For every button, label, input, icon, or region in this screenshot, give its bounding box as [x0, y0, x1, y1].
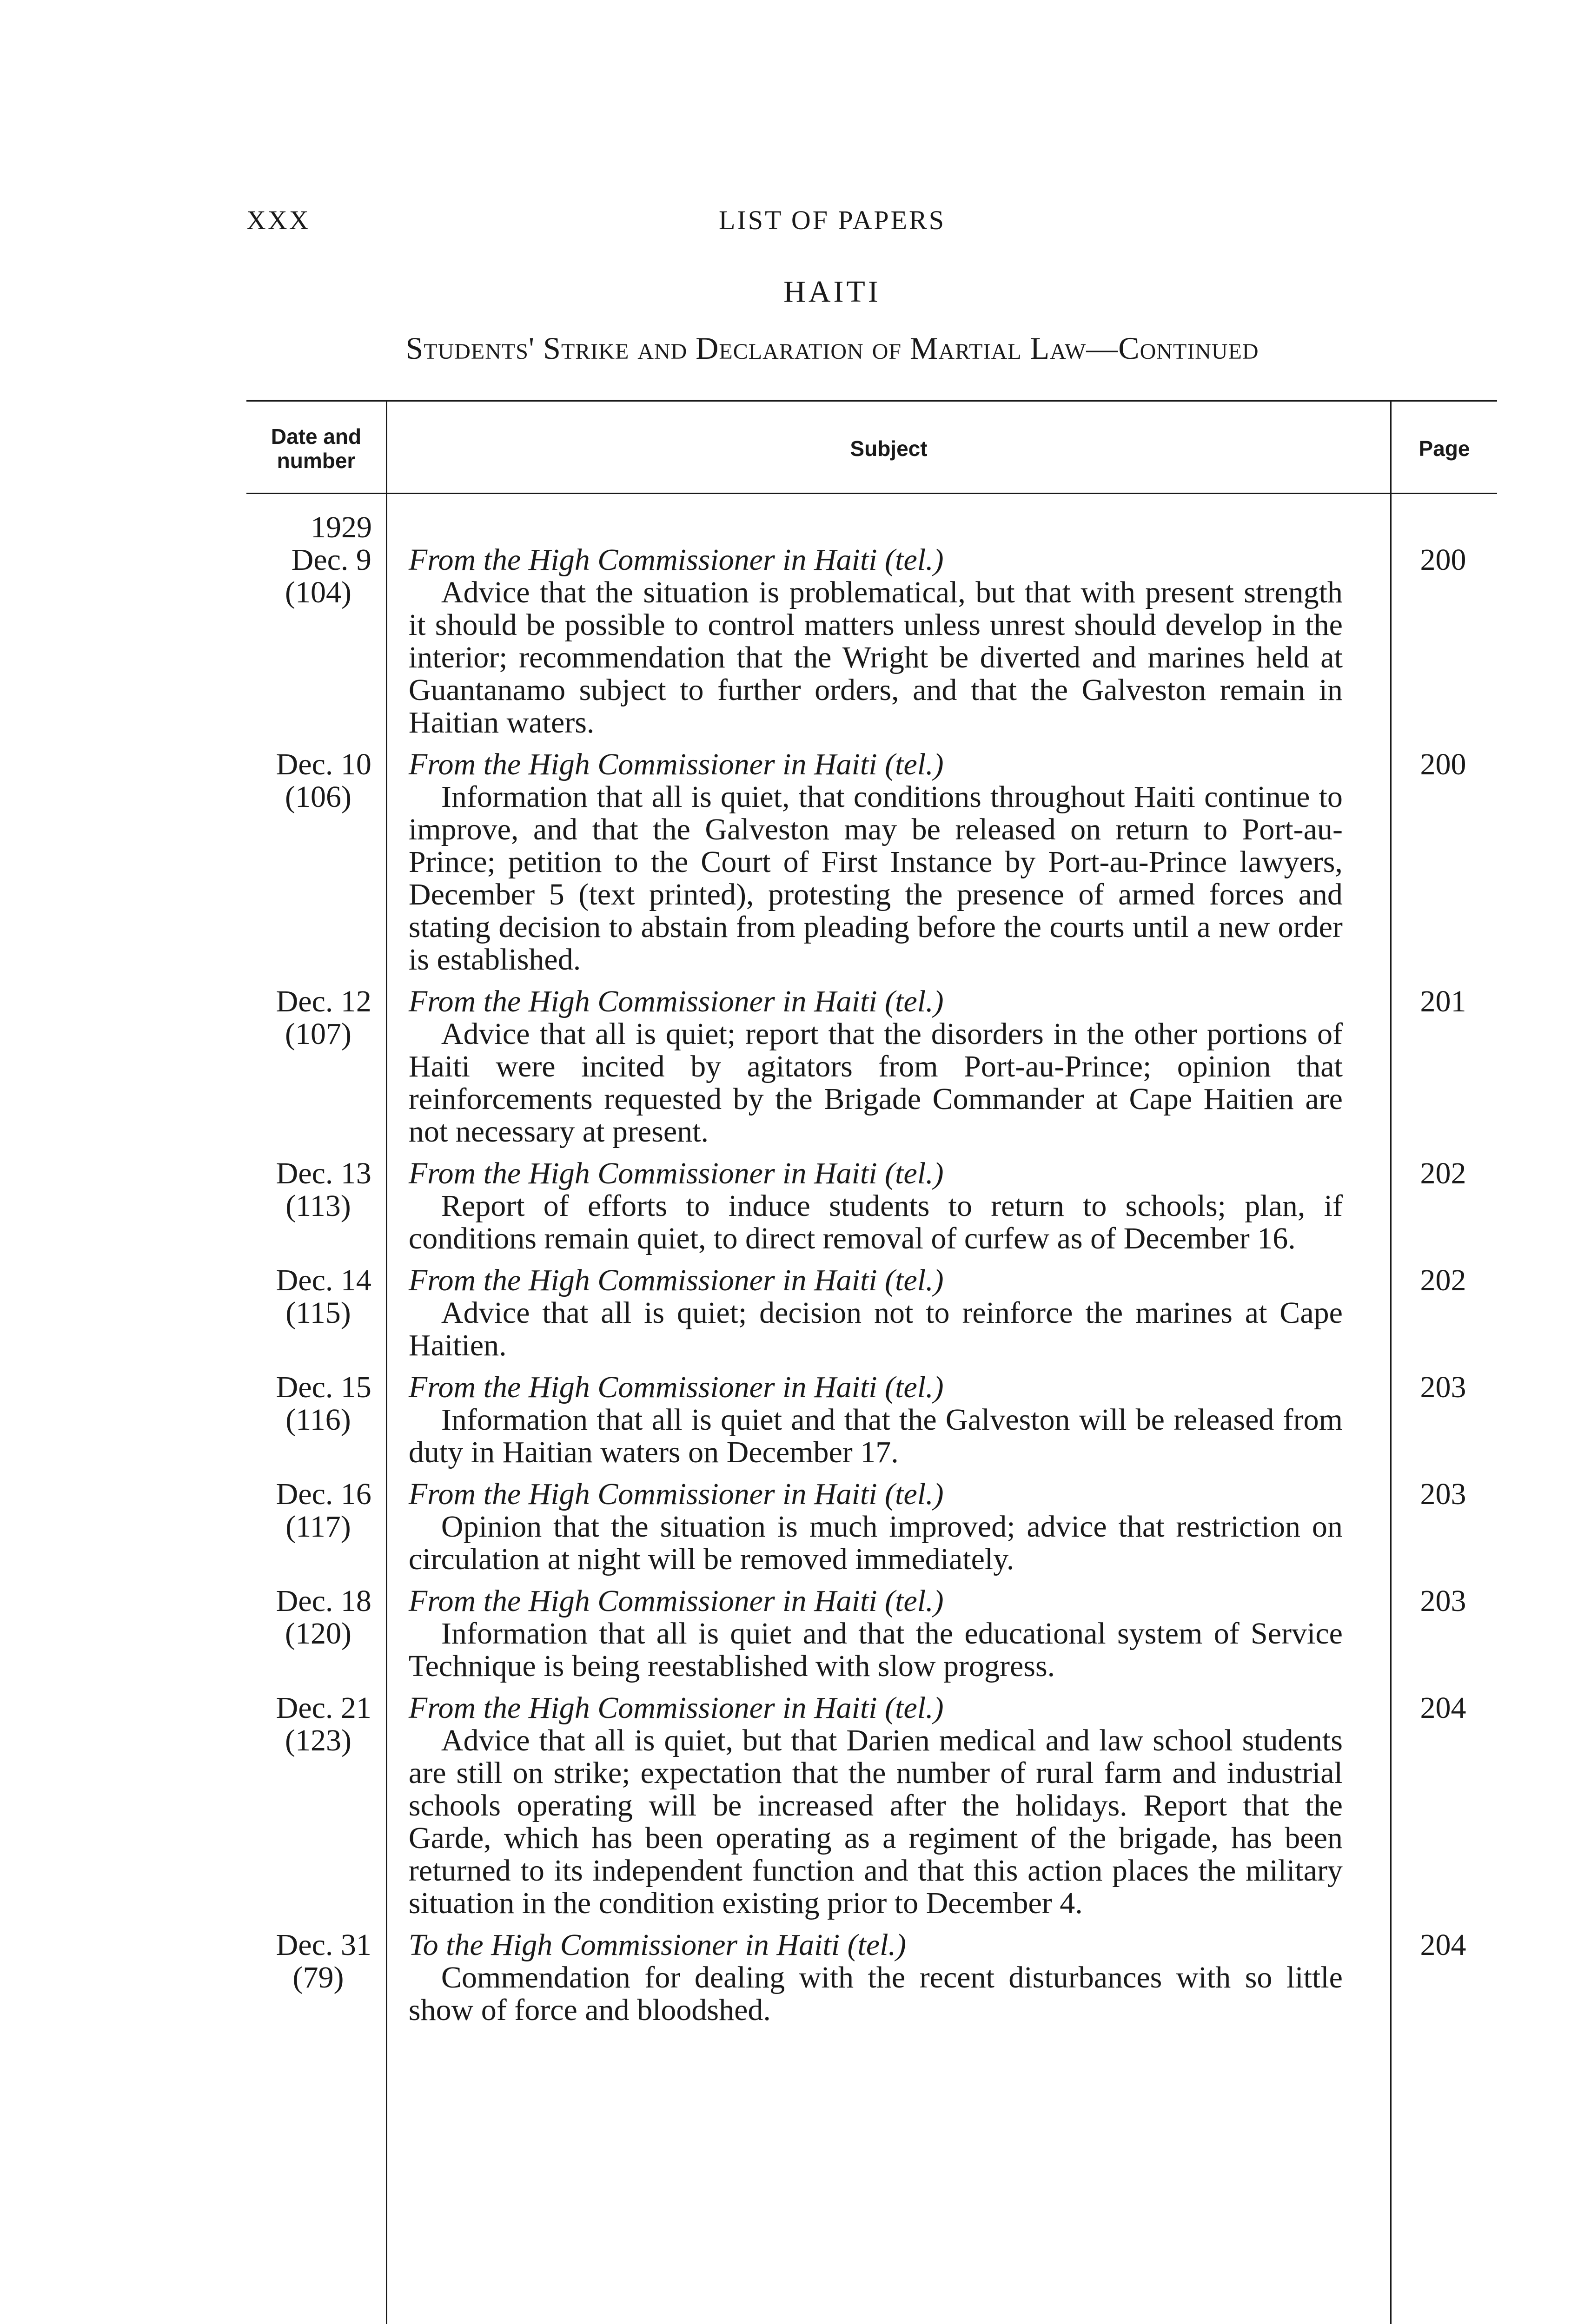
entry-page: 202 — [1420, 1156, 1466, 1190]
entry-from: From the High Commissioner in Haiti (tel.) — [408, 1370, 944, 1404]
entry-description: Report of efforts to induce students to return to schools; plan, if conditions remain quiet, to direct removal of curfew as of December 16. — [408, 1189, 1343, 1255]
entry-number: (117) — [285, 1510, 351, 1544]
entry-description: Commendation for dealing with the recent disturbances with so little show of force and bloodshed. — [408, 1961, 1343, 2027]
entry-number: (115) — [285, 1296, 351, 1330]
table-row — [246, 1692, 1497, 1920]
entry-subject-cell — [385, 1478, 1385, 1576]
table-row — [246, 748, 1497, 976]
page-number: XXX — [246, 205, 311, 235]
entry-date-cell — [246, 1264, 385, 1362]
entry-date-cell — [246, 985, 385, 1148]
entry-date: Dec. 14 — [276, 1263, 371, 1297]
year-label: 1929 — [311, 510, 372, 544]
entry-date-cell — [246, 748, 385, 976]
entry-page: 203 — [1420, 1584, 1466, 1618]
entry-page: 200 — [1420, 543, 1466, 577]
entry-number: (104) — [285, 575, 351, 609]
column-header-subject: Subject — [850, 436, 928, 461]
entry-date: Dec. 12 — [276, 984, 371, 1018]
entry-from: From the High Commissioner in Haiti (tel.) — [408, 1584, 944, 1618]
entry-from: From the High Commissioner in Haiti (tel.) — [408, 1691, 944, 1725]
entry-number: (123) — [285, 1723, 351, 1757]
entry-description: Advice that all is quiet, but that Darien medical and law school students are still on strike; expectation that the number of rural farm and industrial schools operating will be increased after the holidays. Report that the Garde, which has been operating as a regiment of the brigade, has been returned to its independent function and that this action places the military situation in the condition existing prior to December 4. — [408, 1723, 1343, 1920]
table-row — [246, 1929, 1497, 2027]
entry-date-cell — [246, 1929, 385, 2027]
entry-subject-cell — [385, 1371, 1385, 1469]
entry-description: Advice that all is quiet; decision not to reinforce the marines at Cape Haitien. — [408, 1296, 1343, 1362]
entry-description: Information that all is quiet, that conditions throughout Haiti continue to improve, and that the Galveston may be released on return to Port-au-Prince; petition to the Court of First Instance by Port-au-Prince lawyers, December 5 (text printed), protesting the presence of armed forces and stating decision to abstain from pleading before the courts until a new order is established. — [408, 780, 1343, 977]
entry-date: Dec. 21 — [276, 1691, 371, 1725]
entry-from: From the High Commissioner in Haiti (tel.) — [408, 1156, 944, 1190]
entry-number: (120) — [285, 1617, 351, 1651]
entry-description: Information that all is quiet and that the educational system of Service Technique is being reestablished with slow progress. — [408, 1617, 1343, 1683]
entry-description: Advice that all is quiet; report that the disorders in the other portions of Haiti were incited by agitators from Port-au-Prince; opinion that reinforcements requested by the Brigade Commander at Cape Haitien are not necessary at present. — [408, 1017, 1343, 1149]
entry-date: Dec. 31 — [276, 1928, 371, 1962]
entry-page: 204 — [1420, 1691, 1466, 1725]
entry-subject-cell — [385, 1264, 1385, 1362]
column-header-page: Page — [1419, 436, 1470, 461]
entry-date-cell — [246, 1692, 385, 1920]
entry-description: Opinion that the situation is much improved; advice that restriction on circulation at night will be removed immediately. — [408, 1510, 1343, 1576]
section-title: HAITI — [783, 275, 881, 309]
entry-page: 203 — [1420, 1477, 1466, 1511]
entry-subject-cell — [385, 544, 1385, 739]
table-row — [246, 1157, 1497, 1255]
entry-date: Dec. 13 — [276, 1156, 371, 1190]
table-row — [246, 544, 1497, 739]
entry-description: Information that all is quiet and that the Galveston will be released from duty in Haitian waters on December 17. — [408, 1403, 1343, 1469]
entry-date: Dec. 18 — [276, 1584, 371, 1618]
table-top-rule — [246, 400, 1497, 402]
subsection-title: Students' Strike and Declaration of Martial Law—Continued — [405, 330, 1259, 366]
entry-page: 202 — [1420, 1263, 1466, 1297]
entry-date-cell — [246, 1157, 385, 1255]
entry-number: (79) — [292, 1961, 344, 1994]
table-row — [246, 1264, 1497, 1362]
entry-page: 204 — [1420, 1928, 1466, 1962]
entry-description: Advice that the situation is problematical, but that with present strength it should be possible to control matters unless unrest should develop in the interior; recommendation that the Wright be diverted and marines held at Guantanamo subject to further orders, and that the Galveston remain in Haitian waters. — [408, 575, 1343, 739]
entry-list — [246, 544, 1497, 2027]
entry-subject-cell — [385, 1157, 1385, 1255]
table-body — [246, 511, 1497, 2027]
entry-date-cell — [246, 1585, 385, 1683]
table-row — [246, 985, 1497, 1148]
page-header — [246, 205, 1418, 242]
table-row — [246, 1478, 1497, 1576]
entry-date: Dec. 9 — [291, 543, 371, 577]
entry-page: 203 — [1420, 1370, 1466, 1404]
entry-date-cell — [246, 1478, 385, 1576]
entry-from: To the High Commissioner in Haiti (tel.) — [408, 1928, 907, 1962]
entry-from: From the High Commissioner in Haiti (tel.) — [408, 1263, 944, 1297]
entry-subject-cell — [385, 1692, 1385, 1920]
entry-date: Dec. 15 — [276, 1370, 371, 1404]
entry-page: 200 — [1420, 747, 1466, 781]
entry-from: From the High Commissioner in Haiti (tel.) — [408, 747, 944, 781]
entry-number: (107) — [285, 1017, 351, 1051]
table-row — [246, 1585, 1497, 1683]
entry-number: (116) — [285, 1403, 351, 1437]
entry-date: Dec. 10 — [276, 747, 371, 781]
entry-date-cell — [246, 1371, 385, 1469]
running-head: LIST OF PAPERS — [719, 205, 946, 235]
entry-page: 201 — [1420, 984, 1466, 1018]
entry-from: From the High Commissioner in Haiti (tel.) — [408, 1477, 944, 1511]
table-header-rule — [246, 493, 1497, 494]
entry-number: (106) — [285, 780, 351, 814]
entry-subject-cell — [385, 1585, 1385, 1683]
entry-subject-cell — [385, 748, 1385, 976]
entry-date-cell — [246, 544, 385, 739]
table-row — [246, 1371, 1497, 1469]
entry-subject-cell — [385, 985, 1385, 1148]
entry-subject-cell — [385, 1929, 1385, 2027]
entry-from: From the High Commissioner in Haiti (tel.) — [408, 984, 944, 1018]
entry-from: From the High Commissioner in Haiti (tel.) — [408, 543, 944, 577]
entry-date: Dec. 16 — [276, 1477, 371, 1511]
entry-number: (113) — [285, 1189, 351, 1223]
column-header-date: Date and number — [271, 424, 362, 473]
